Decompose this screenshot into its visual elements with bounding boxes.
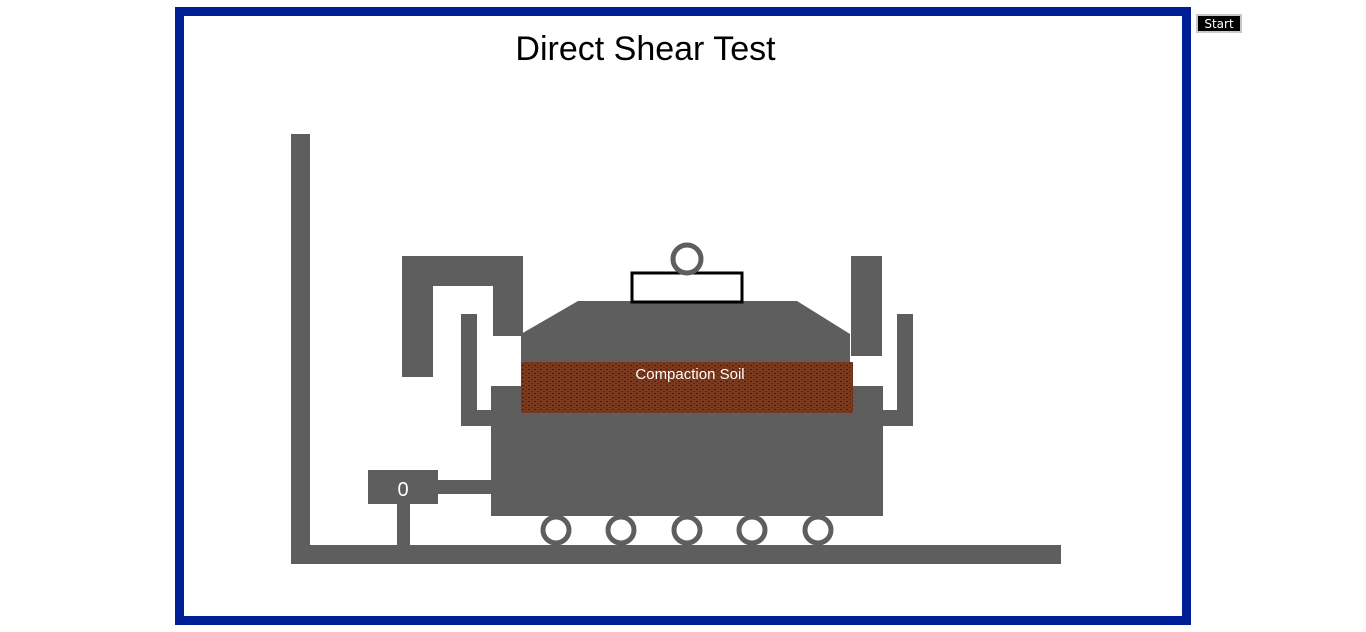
roller (608, 517, 634, 543)
soil-sample-label: Compaction Soil (635, 366, 745, 383)
left-arm-inner (493, 256, 523, 336)
page-title: Direct Shear Test (515, 30, 776, 68)
gauge-rod (438, 480, 494, 494)
loading-cap (521, 301, 850, 362)
start-button[interactable]: Start (1196, 14, 1242, 33)
roller (805, 517, 831, 543)
frame-base-rail (291, 545, 1061, 564)
left-bracket-vertical (461, 314, 477, 426)
right-post (851, 256, 882, 356)
rollers (543, 517, 831, 543)
roller (543, 517, 569, 543)
gauge-stand (397, 504, 410, 546)
load-hanger (632, 273, 742, 302)
right-bracket-vertical (897, 314, 913, 426)
left-arm-down (402, 256, 433, 377)
gauge-reading: 0 (397, 479, 409, 501)
frame-vertical-post (291, 134, 310, 564)
load-ring (673, 245, 701, 273)
roller (739, 517, 765, 543)
roller (674, 517, 700, 543)
